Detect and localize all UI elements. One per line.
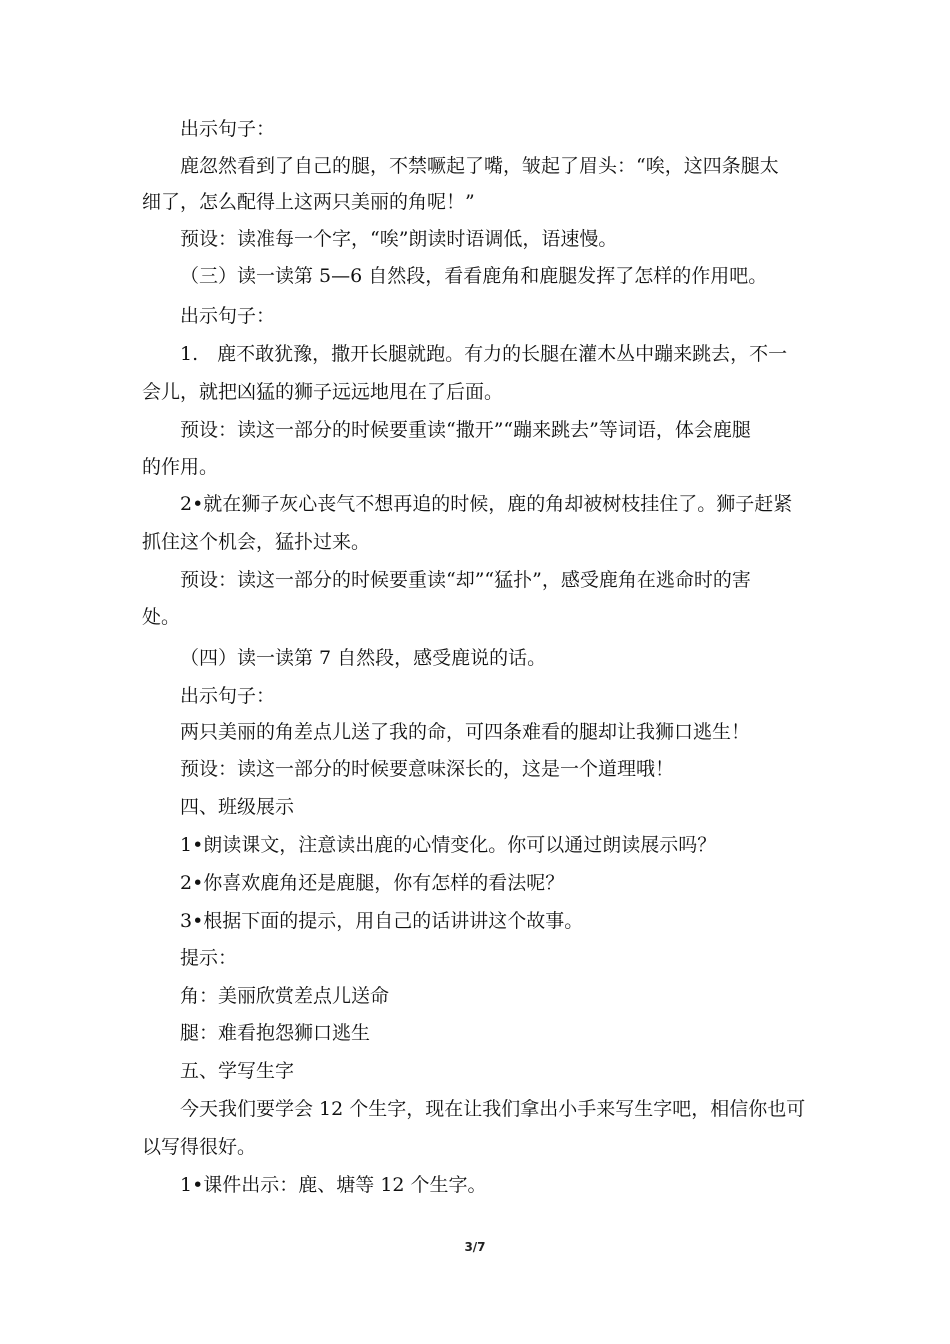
text-line: 细了，怎么配得上这两只美丽的角呢！” xyxy=(142,191,475,213)
section-heading: （三）读一读第 5—6 自然段，看看鹿角和鹿腿发挥了怎样的作用吧。 xyxy=(180,265,768,287)
text-line: 预设：读准每一个字，“唉”朗读时语调低，语速慢。 xyxy=(180,228,618,250)
text-line: 角：美丽欣赏差点儿送命 xyxy=(180,985,390,1007)
text-line: 会儿，就把凶猛的狮子远远地甩在了后面。 xyxy=(142,381,504,403)
text-line: 提示： xyxy=(180,947,238,969)
text-line: 1•朗读课文，注意读出鹿的心情变化。你可以通过朗读展示吗？ xyxy=(180,834,717,856)
text-line: 今天我们要学会 12 个生字，现在让我们拿出小手来写生字吧，相信你也可 xyxy=(180,1098,806,1120)
section-heading: （四）读一读第 7 自然段，感受鹿说的话。 xyxy=(180,647,547,669)
text-line: 出示句子： xyxy=(180,118,276,140)
text-line: 出示句子： xyxy=(180,305,276,327)
text-line: 腿：难看抱怨狮口逃生 xyxy=(180,1022,371,1044)
text-line: 的作用。 xyxy=(142,456,219,478)
page-number: 3/7 xyxy=(464,1240,486,1254)
section-heading: 四、班级展示 xyxy=(180,796,295,818)
text-line: 抓住这个机会，猛扑过来。 xyxy=(142,531,371,553)
text-line: 以写得很好。 xyxy=(142,1136,257,1158)
text-line: 两只美丽的角差点儿送了我的命，可四条难看的腿却让我狮口逃生！ xyxy=(180,721,751,743)
text-line: 预设：读这一部分的时候要重读“撒开”“蹦来跳去”等词语，体会鹿腿 xyxy=(180,419,751,441)
text-line: 1•课件出示：鹿、塘等 12 个生字。 xyxy=(180,1174,487,1196)
text-line: 预设：读这一部分的时候要意味深长的，这是一个道理哦！ xyxy=(180,758,675,780)
text-line: 鹿忽然看到了自己的腿，不禁噘起了嘴，皱起了眉头：“唉，这四条腿太 xyxy=(180,155,779,177)
text-line: 处。 xyxy=(142,606,181,628)
text-line: 3•根据下面的提示，用自己的话讲讲这个故事。 xyxy=(180,910,584,932)
section-heading: 五、学写生字 xyxy=(180,1060,295,1082)
text-line: 2•你喜欢鹿角还是鹿腿，你有怎样的看法呢？ xyxy=(180,872,565,894)
text-line: 2•就在狮子灰心丧气不想再追的时候，鹿的角却被树枝挂住了。狮子赶紧 xyxy=(180,493,793,515)
text-line: 1. 鹿不敢犹豫，撒开长腿就跑。有力的长腿在灌木丛中蹦来跳去，不一 xyxy=(180,343,788,365)
text-line: 预设：读这一部分的时候要重读“却”“猛扑”，感受鹿角在逃命时的害 xyxy=(180,569,751,591)
text-line: 出示句子： xyxy=(180,685,276,707)
